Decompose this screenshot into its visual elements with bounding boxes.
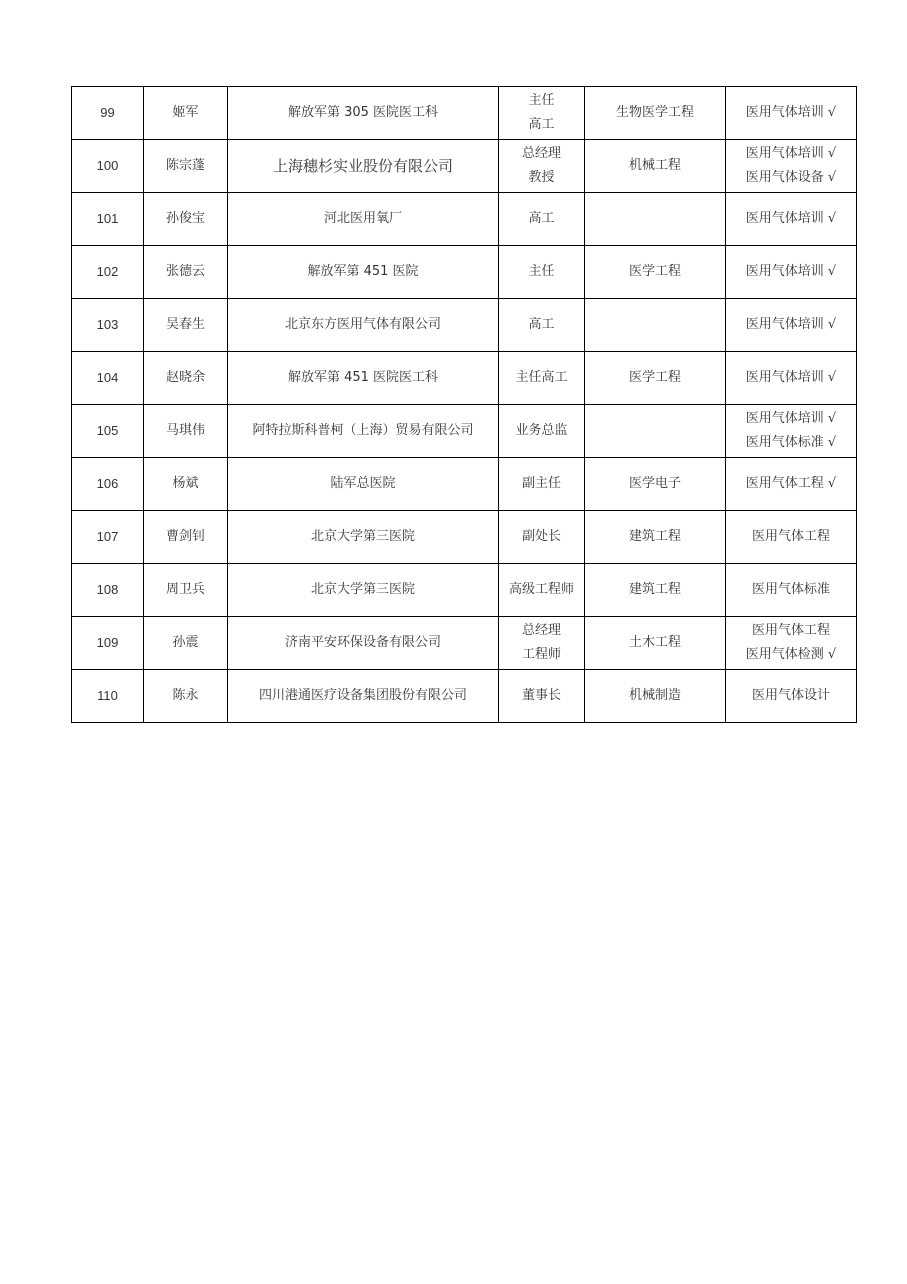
table-row (72, 511, 857, 564)
table-row (72, 193, 857, 246)
major-cell: 机械制造 (585, 670, 726, 723)
training-cell (726, 246, 857, 299)
row-number-cell: 109 (72, 617, 144, 670)
job-title-cell-line: 总经理 (521, 146, 561, 161)
training-cell-line: 医用气体培训 √ (745, 264, 837, 279)
training-cell-line: 医用气体培训 √ (745, 411, 837, 426)
major-cell: 生物医学工程 (585, 87, 726, 140)
organization-cell: 河北医用氧厂 (228, 193, 499, 246)
major-cell: 土木工程 (585, 617, 726, 670)
organization-cell: 解放军第 451 医院 (228, 246, 499, 299)
organization-cell: 陆军总医院 (228, 458, 499, 511)
row-number-cell: 107 (72, 511, 144, 564)
row-number-cell: 99 (72, 87, 144, 140)
training-cell-line: 医用气体标准 (751, 582, 830, 597)
job-title-cell (499, 299, 585, 352)
training-cell (726, 352, 857, 405)
job-title-cell (499, 352, 585, 405)
job-title-cell-line: 董事长 (521, 688, 561, 703)
name-cell: 陈永 (144, 670, 228, 723)
major-cell (585, 405, 726, 458)
job-title-cell (499, 564, 585, 617)
training-cell-line: 医用气体培训 √ (745, 370, 837, 385)
training-cell-line: 医用气体培训 √ (745, 105, 837, 120)
row-number-cell: 101 (72, 193, 144, 246)
row-number-cell: 110 (72, 670, 144, 723)
name-cell: 姬军 (144, 87, 228, 140)
organization-cell: 北京大学第三医院 (228, 564, 499, 617)
training-cell (726, 193, 857, 246)
job-title-cell-line: 高工 (528, 117, 555, 132)
training-cell-line: 医用气体检测 √ (745, 647, 837, 662)
training-cell-line: 医用气体工程 (751, 529, 830, 544)
major-cell: 建筑工程 (585, 564, 726, 617)
major-cell (585, 193, 726, 246)
roster-table (71, 86, 857, 723)
row-number-cell: 108 (72, 564, 144, 617)
training-cell (726, 458, 857, 511)
organization-cell: 解放军第 451 医院医工科 (228, 352, 499, 405)
major-cell (585, 299, 726, 352)
roster-table-body (72, 87, 857, 723)
major-cell: 建筑工程 (585, 511, 726, 564)
job-title-cell-line: 副主任 (521, 476, 561, 491)
training-cell-line: 医用气体培训 √ (745, 317, 837, 332)
table-row (72, 458, 857, 511)
job-title-cell-line: 教授 (528, 170, 555, 185)
job-title-cell-line: 高级工程师 (508, 582, 574, 597)
job-title-cell (499, 246, 585, 299)
name-cell: 杨斌 (144, 458, 228, 511)
job-title-cell (499, 405, 585, 458)
name-cell: 周卫兵 (144, 564, 228, 617)
job-title-cell (499, 511, 585, 564)
training-cell (726, 511, 857, 564)
name-cell: 孙俊宝 (144, 193, 228, 246)
job-title-cell (499, 670, 585, 723)
major-cell: 机械工程 (585, 140, 726, 193)
table-row (72, 564, 857, 617)
job-title-cell-line: 总经理 (521, 623, 561, 638)
job-title-cell-line: 主任 (528, 93, 555, 108)
name-cell: 孙震 (144, 617, 228, 670)
training-cell-line: 医用气体标准 √ (745, 435, 837, 450)
job-title-cell-line: 高工 (528, 211, 555, 226)
row-number-cell: 104 (72, 352, 144, 405)
name-cell: 马琪伟 (144, 405, 228, 458)
table-row (72, 670, 857, 723)
row-number-cell: 100 (72, 140, 144, 193)
major-cell: 医学工程 (585, 352, 726, 405)
training-cell (726, 87, 857, 140)
name-cell: 陈宗蓬 (144, 140, 228, 193)
training-cell-line: 医用气体工程 (751, 623, 830, 638)
training-cell (726, 405, 857, 458)
row-number-cell: 102 (72, 246, 144, 299)
table-row (72, 246, 857, 299)
table-row (72, 617, 857, 670)
organization-cell: 北京东方医用气体有限公司 (228, 299, 499, 352)
training-cell-line: 医用气体培训 √ (745, 146, 837, 161)
training-cell-line: 医用气体培训 √ (745, 211, 837, 226)
name-cell: 赵晓余 (144, 352, 228, 405)
job-title-cell (499, 87, 585, 140)
organization-cell: 阿特拉斯科普柯（上海）贸易有限公司 (228, 405, 499, 458)
name-cell: 张德云 (144, 246, 228, 299)
row-number-cell: 105 (72, 405, 144, 458)
job-title-cell-line: 业务总监 (515, 423, 568, 438)
organization-cell: 四川港通医疗设备集团股份有限公司 (228, 670, 499, 723)
job-title-cell-line: 高工 (528, 317, 555, 332)
name-cell: 吴春生 (144, 299, 228, 352)
training-cell (726, 299, 857, 352)
job-title-cell (499, 458, 585, 511)
job-title-cell-line: 工程师 (521, 647, 561, 662)
job-title-cell-line: 副处长 (521, 529, 561, 544)
table-row (72, 405, 857, 458)
row-number-cell: 103 (72, 299, 144, 352)
job-title-cell (499, 140, 585, 193)
job-title-cell (499, 193, 585, 246)
training-cell-line: 医用气体工程 √ (745, 476, 837, 491)
table-row (72, 140, 857, 193)
training-cell (726, 140, 857, 193)
training-cell (726, 670, 857, 723)
training-cell-line: 医用气体设备 √ (745, 170, 837, 185)
training-cell (726, 564, 857, 617)
table-row (72, 352, 857, 405)
job-title-cell-line: 主任 (528, 264, 555, 279)
job-title-cell-line: 主任高工 (515, 370, 568, 385)
row-number-cell: 106 (72, 458, 144, 511)
major-cell: 医学工程 (585, 246, 726, 299)
organization-cell: 济南平安环保设备有限公司 (228, 617, 499, 670)
table-row (72, 299, 857, 352)
training-cell-line: 医用气体设计 (751, 688, 830, 703)
training-cell (726, 617, 857, 670)
organization-cell: 解放军第 305 医院医工科 (228, 87, 499, 140)
name-cell: 曹剑钊 (144, 511, 228, 564)
table-row (72, 87, 857, 140)
job-title-cell (499, 617, 585, 670)
organization-cell: 北京大学第三医院 (228, 511, 499, 564)
major-cell: 医学电子 (585, 458, 726, 511)
organization-cell: 上海穗杉实业股份有限公司 (228, 140, 499, 193)
